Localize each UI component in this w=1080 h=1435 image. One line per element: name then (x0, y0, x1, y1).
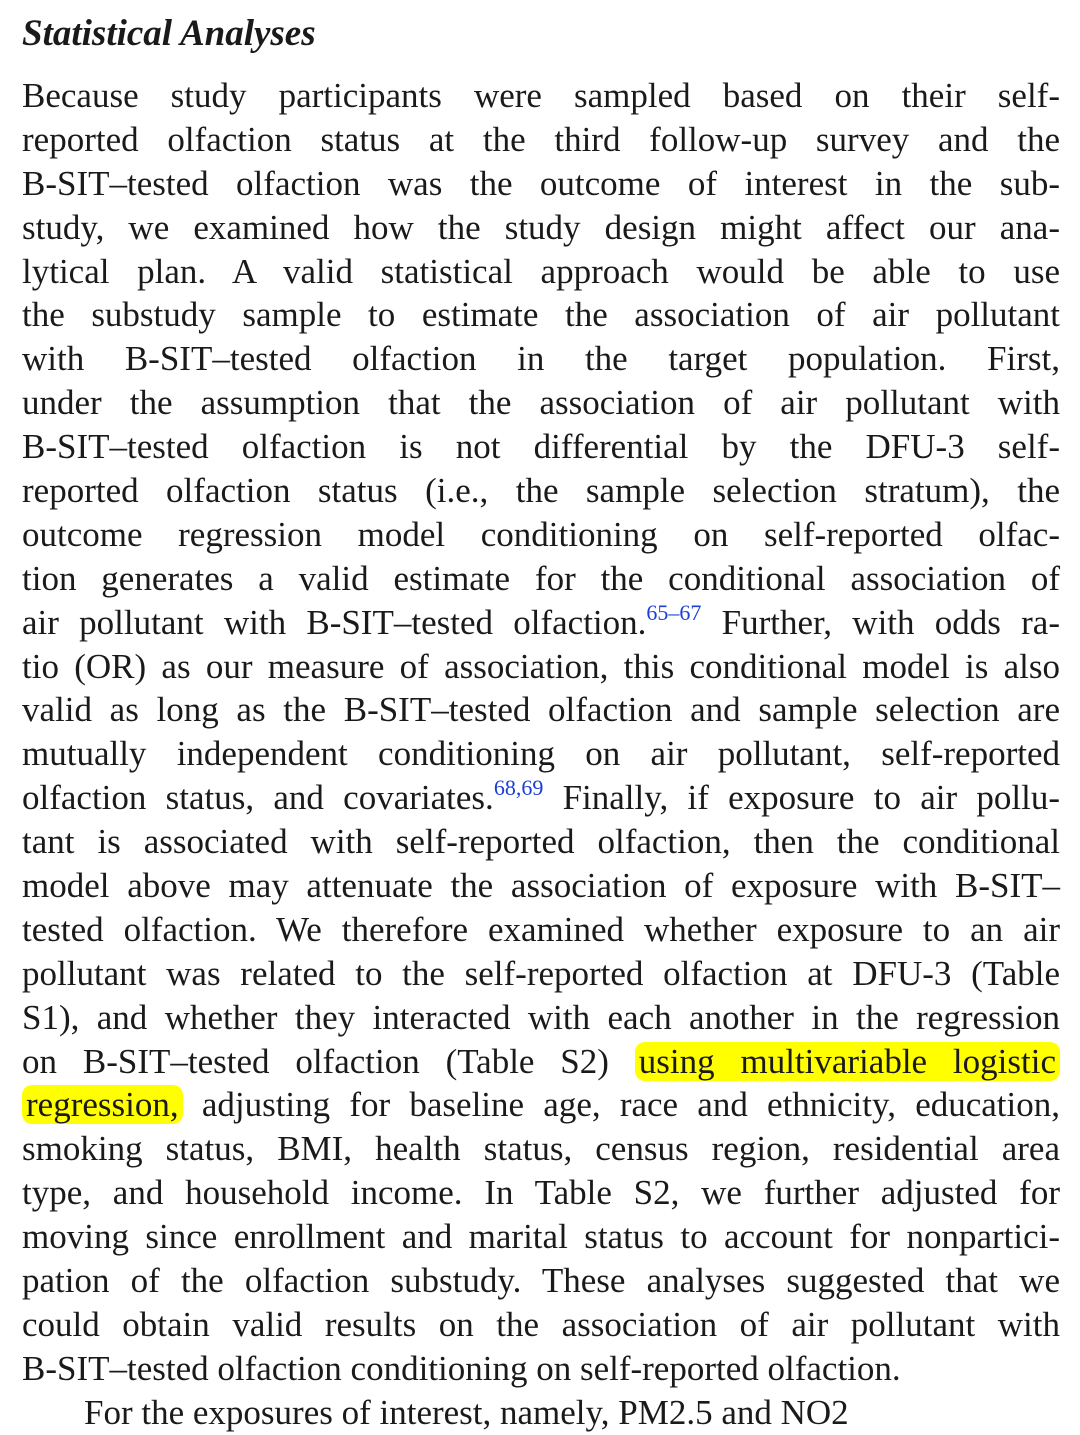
text-line: type, and household income. In Table S2, we further adjusted for (22, 1173, 1060, 1213)
text-line: tant is associated with self-reported olfaction, then the conditional (22, 822, 1060, 862)
text-line: reported olfaction status at the third follow-up survey and the (22, 119, 1060, 159)
text-line: lytical plan. A valid statistical approach would be able to use (22, 251, 1060, 291)
text-line: tio (OR) as our measure of association, this conditional model is also (22, 646, 1060, 686)
citation-link[interactable]: 65–67 (646, 599, 702, 625)
text-line (22, 1083, 1060, 1127)
text-line (22, 776, 1060, 820)
text-line: study, we examined how the study design might affect our ana- (22, 207, 1060, 247)
text-line (22, 601, 1060, 645)
text-line: B-SIT–tested olfaction conditioning on self-reported olfaction. (22, 1348, 901, 1388)
text-line: Because study participants were sampled based on their self- (22, 76, 1060, 115)
text-line: valid as long as the B-SIT–tested olfaction and sample selection are (22, 690, 1060, 730)
text-segment: olfaction status, and covariates. (22, 778, 494, 818)
text-line: with B-SIT–tested olfaction in the target population. First, (22, 339, 1060, 379)
text-segment: on B-SIT–tested olfaction (Table S2) (22, 1041, 635, 1081)
text-line: B-SIT–tested olfaction is not differential by the DFU-3 self- (22, 427, 1060, 467)
text-line: B-SIT–tested olfaction was the outcome of interest in the sub- (22, 163, 1060, 203)
text-line: the substudy sample to estimate the association of air pollutant (22, 295, 1060, 335)
text-segment: adjusting for baseline age, race and ethnicity, education, (182, 1085, 1060, 1125)
text-line: S1), and whether they interacted with each another in the regression (22, 997, 1060, 1037)
text-line: under the assumption that the association of air pollutant with (22, 383, 1060, 423)
text-line: reported olfaction status (i.e., the sample selection stratum), the (22, 471, 1060, 511)
text-line: tion generates a valid estimate for the conditional association of (22, 558, 1060, 598)
body-paragraph (22, 74, 1060, 1435)
text-segment: Finally, if exposure to air pollu- (543, 778, 1060, 818)
text-line: outcome regression model conditioning on self-reported olfac- (22, 514, 1060, 554)
text-segment: Further, with odds ra- (701, 602, 1060, 642)
text-line: moving since enrollment and marital status to account for nonpartici- (22, 1217, 1060, 1257)
highlighted-text: using multivariable logistic (635, 1042, 1060, 1081)
section-heading: Statistical Analyses (22, 13, 316, 54)
text-line: model above may attenuate the association of exposure with B-SIT– (22, 866, 1060, 906)
text-line: pation of the olfaction substudy. These analyses suggested that we (22, 1261, 1060, 1301)
text-line: pollutant was related to the self-reported olfaction at DFU-3 (Table (22, 953, 1060, 993)
text-line: mutually independent conditioning on air pollutant, self-reported (22, 734, 1060, 774)
citation-link[interactable]: 68,69 (493, 775, 544, 801)
text-line: tested olfaction. We therefore examined whether exposure to an air (22, 909, 1060, 949)
text-line-partial: For the exposures of interest, namely, PM2.5 and NO2 (84, 1392, 849, 1432)
text-line: could obtain valid results on the association of air pollutant with (22, 1304, 1060, 1344)
text-line: smoking status, BMI, health status, census region, residential area (22, 1129, 1060, 1169)
text-segment: air pollutant with B-SIT–tested olfaction. (22, 602, 647, 642)
text-line (22, 1040, 1060, 1084)
highlighted-text: regression, (22, 1085, 183, 1124)
